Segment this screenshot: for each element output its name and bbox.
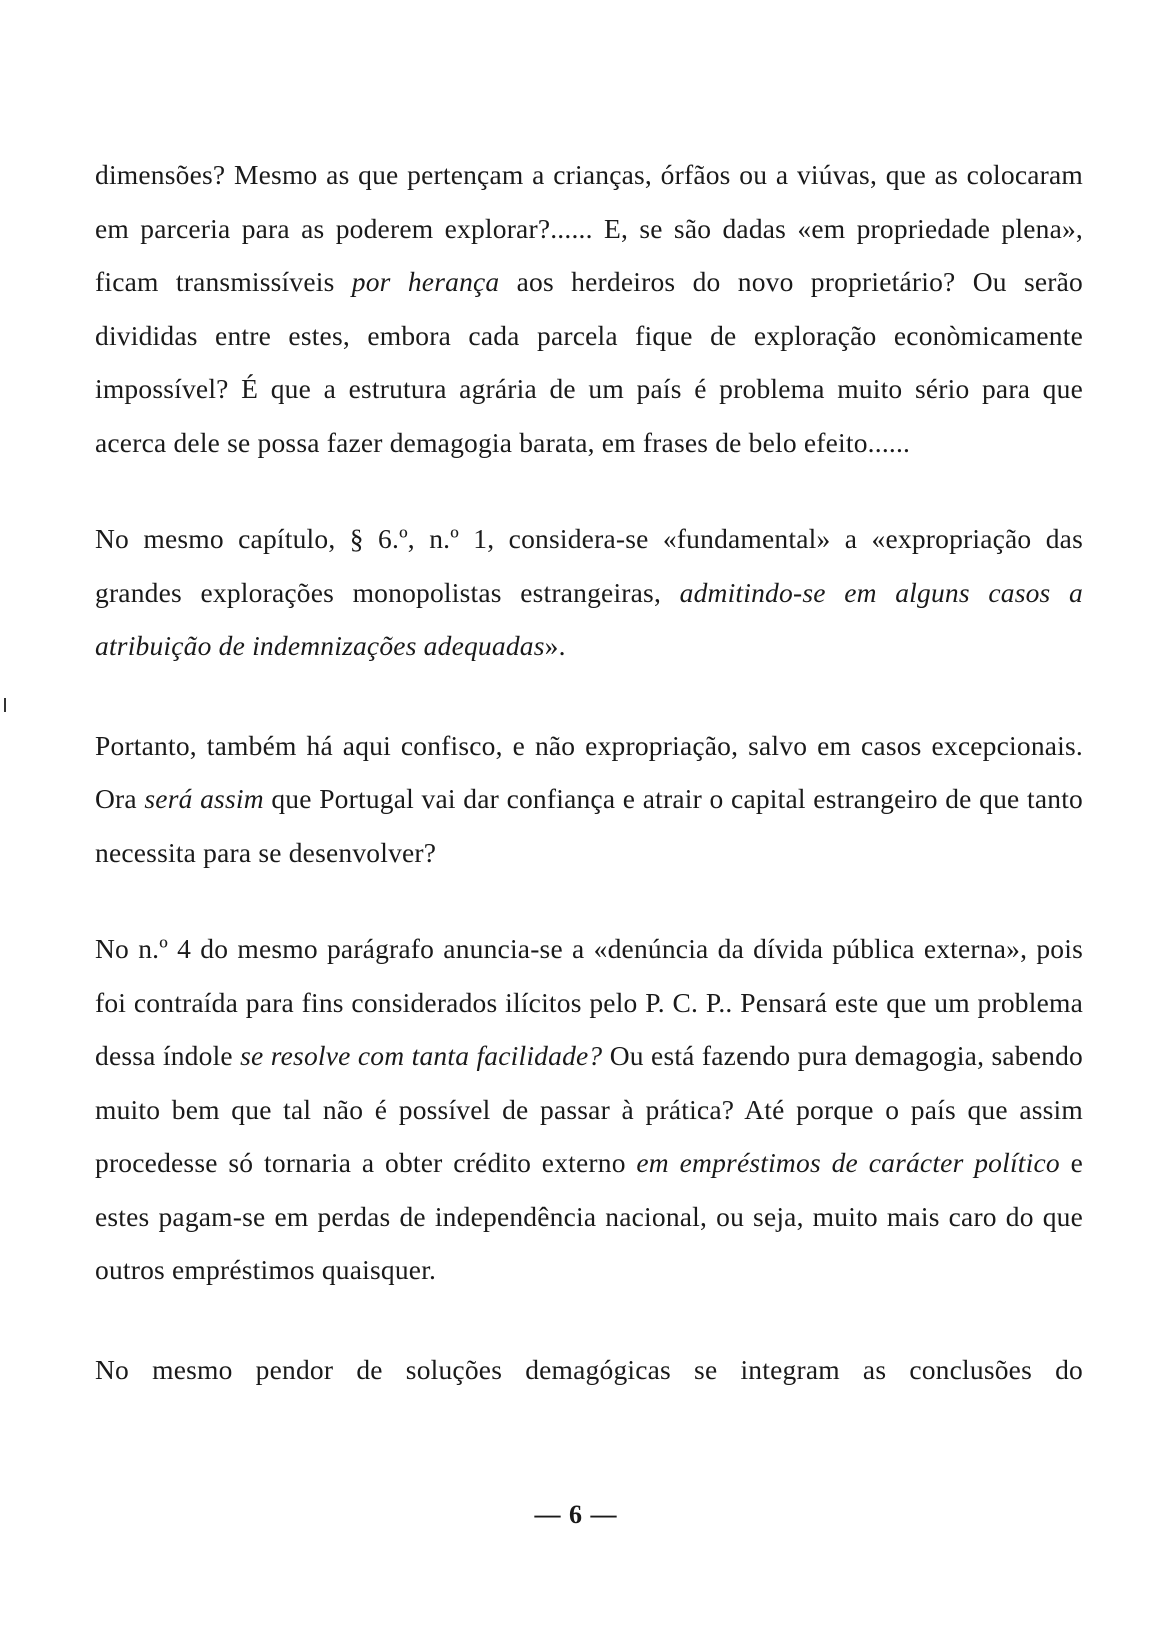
page-number: — 6 — [534, 1500, 618, 1529]
paragraph-1-emphasis: por herança [351, 266, 500, 297]
document-page [95, 148, 1083, 1396]
paragraph-4-text-end: e estes pagam-se em perdas de independência nacional, ou seja, muito mais caro do que outros empréstimos quaisquer. [95, 1147, 1084, 1285]
paragraph-2-text: No mesmo capítulo, § 6.º, n.º 1, considera-se «fundamental» a «expropriação das grandes explorações monopolistas estrangeiras, [95, 523, 1083, 608]
paragraph-4 [95, 922, 1083, 1297]
paragraph-4-emphasis-1: se resolve com tanta facilidade? [240, 1040, 603, 1071]
paragraph-4-emphasis-2: em empréstimos de carácter político [636, 1147, 1060, 1178]
paragraph-1-text: dimensões? Mesmo as que pertençam a crianças, órfãos ou a viúvas, que as colocaram em parceria para as poderem explorar?...... E, se são dadas «em propriedade plena», ficam transmissíveis [95, 159, 1083, 297]
scan-edge-mark [4, 698, 6, 712]
paragraph-5 [95, 1343, 1083, 1397]
paragraph-2 [95, 512, 1083, 673]
paragraph-4-text-cont: Ou está fazendo pura demagogia, sabendo muito bem que tal não é possível de passar à prática? Até porque o país que assim procedesse só tornaria a obter crédito externo [95, 1040, 1083, 1178]
paragraph-4-text: No n.º 4 do mesmo parágrafo anuncia-se a «denúncia da dívida pública externa», pois foi contraída para fins considerados ilícitos pelo P. C. P.. Pensará este que um problema dessa índole [95, 933, 1083, 1071]
paragraph-3 [95, 719, 1083, 880]
paragraph-3-text-cont: que Portugal vai dar confiança e atrair o capital estrangeiro de que tanto necessita para se desenvolver? [95, 783, 1083, 868]
paragraph-5-text: No mesmo pendor de soluções demagógicas se integram as conclusões do [95, 1353, 1083, 1385]
paragraph-2-emphasis: admitindo-se em alguns casos a atribuição de indemnizações adequadas [95, 576, 1083, 661]
paragraph-1-text-cont: aos herdeiros do novo proprietário? Ou serão divididas entre estes, embora cada parcela fique de exploração econòmicamente impossível? É que a estrutura agrária de um país é problema muito sério para que acerca dele se possa fazer demagogia barata, em frases de belo efeito...... [95, 266, 1083, 458]
paragraph-3-text: Portanto, também há aqui confisco, e não expropriação, salvo em casos excepcionais. Ora [95, 729, 1083, 814]
paragraph-1 [95, 148, 1083, 469]
paragraph-2-text-cont: ». [544, 630, 566, 661]
paragraph-3-emphasis: será assim [144, 783, 264, 814]
